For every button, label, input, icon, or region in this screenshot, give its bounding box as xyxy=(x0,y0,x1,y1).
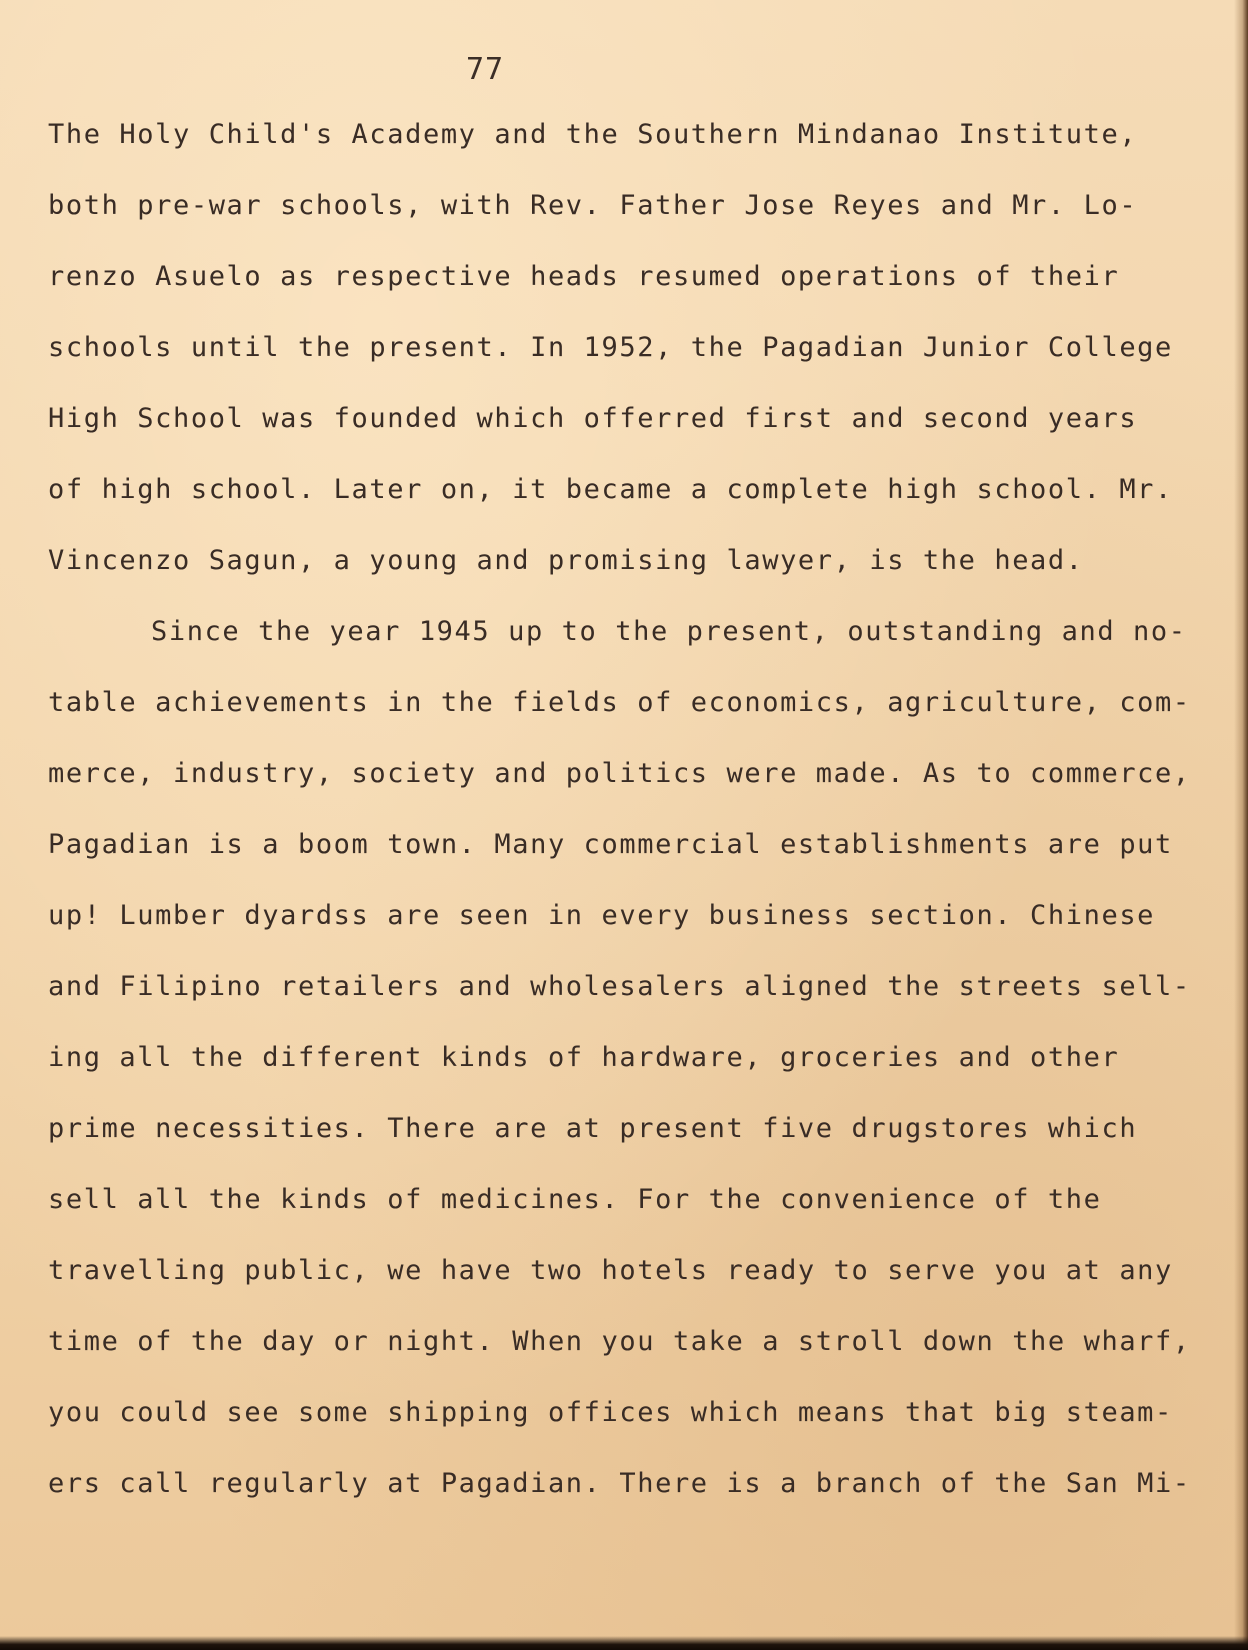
text-line: ing all the different kinds of hardware, groceries and other xyxy=(48,1042,1120,1073)
text-line: you could see some shipping offices which means that big steam- xyxy=(48,1397,1173,1428)
text-line: table achievements in the fields of economics, agriculture, com- xyxy=(48,687,1191,718)
text-line: and Filipino retailers and wholesalers aligned the streets sell- xyxy=(48,971,1191,1002)
page-bottom-edge xyxy=(0,1636,1248,1650)
text-line: sell all the kinds of medicines. For the convenience of the xyxy=(48,1184,1102,1215)
text-line: of high school. Later on, it became a complete high school. Mr. xyxy=(48,474,1173,505)
text-line: schools until the present. In 1952, the Pagadian Junior College xyxy=(48,332,1173,363)
text-line: Vincenzo Sagun, a young and promising lawyer, is the head. xyxy=(48,545,1084,576)
text-line: Pagadian is a boom town. Many commercial establishments are put xyxy=(48,829,1173,860)
page-right-edge xyxy=(1234,0,1248,1650)
text-line: prime necessities. There are at present five drugstores which xyxy=(48,1113,1138,1144)
text-line: time of the day or night. When you take a stroll down the wharf, xyxy=(48,1326,1191,1357)
text-line: High School was founded which offerred first and second years xyxy=(48,403,1138,434)
page-number: 77 xyxy=(466,52,505,87)
text-line: ers call regularly at Pagadian. There is a branch of the San Mi- xyxy=(48,1468,1191,1499)
paragraph-start-line: Since the year 1945 up to the present, outstanding and no- xyxy=(151,616,1187,647)
text-line: up! Lumber dyardss are seen in every business section. Chinese xyxy=(48,900,1156,931)
text-line: both pre-war schools, with Rev. Father Jose Reyes and Mr. Lo- xyxy=(48,190,1138,221)
text-line: The Holy Child's Academy and the Southern Mindanao Institute, xyxy=(48,119,1138,150)
text-line: merce, industry, society and politics were made. As to commerce, xyxy=(48,758,1191,789)
text-line: renzo Asuelo as respective heads resumed operations of their xyxy=(48,261,1120,292)
text-line: travelling public, we have two hotels ready to serve you at any xyxy=(48,1255,1173,1286)
body-text xyxy=(48,112,1191,1532)
